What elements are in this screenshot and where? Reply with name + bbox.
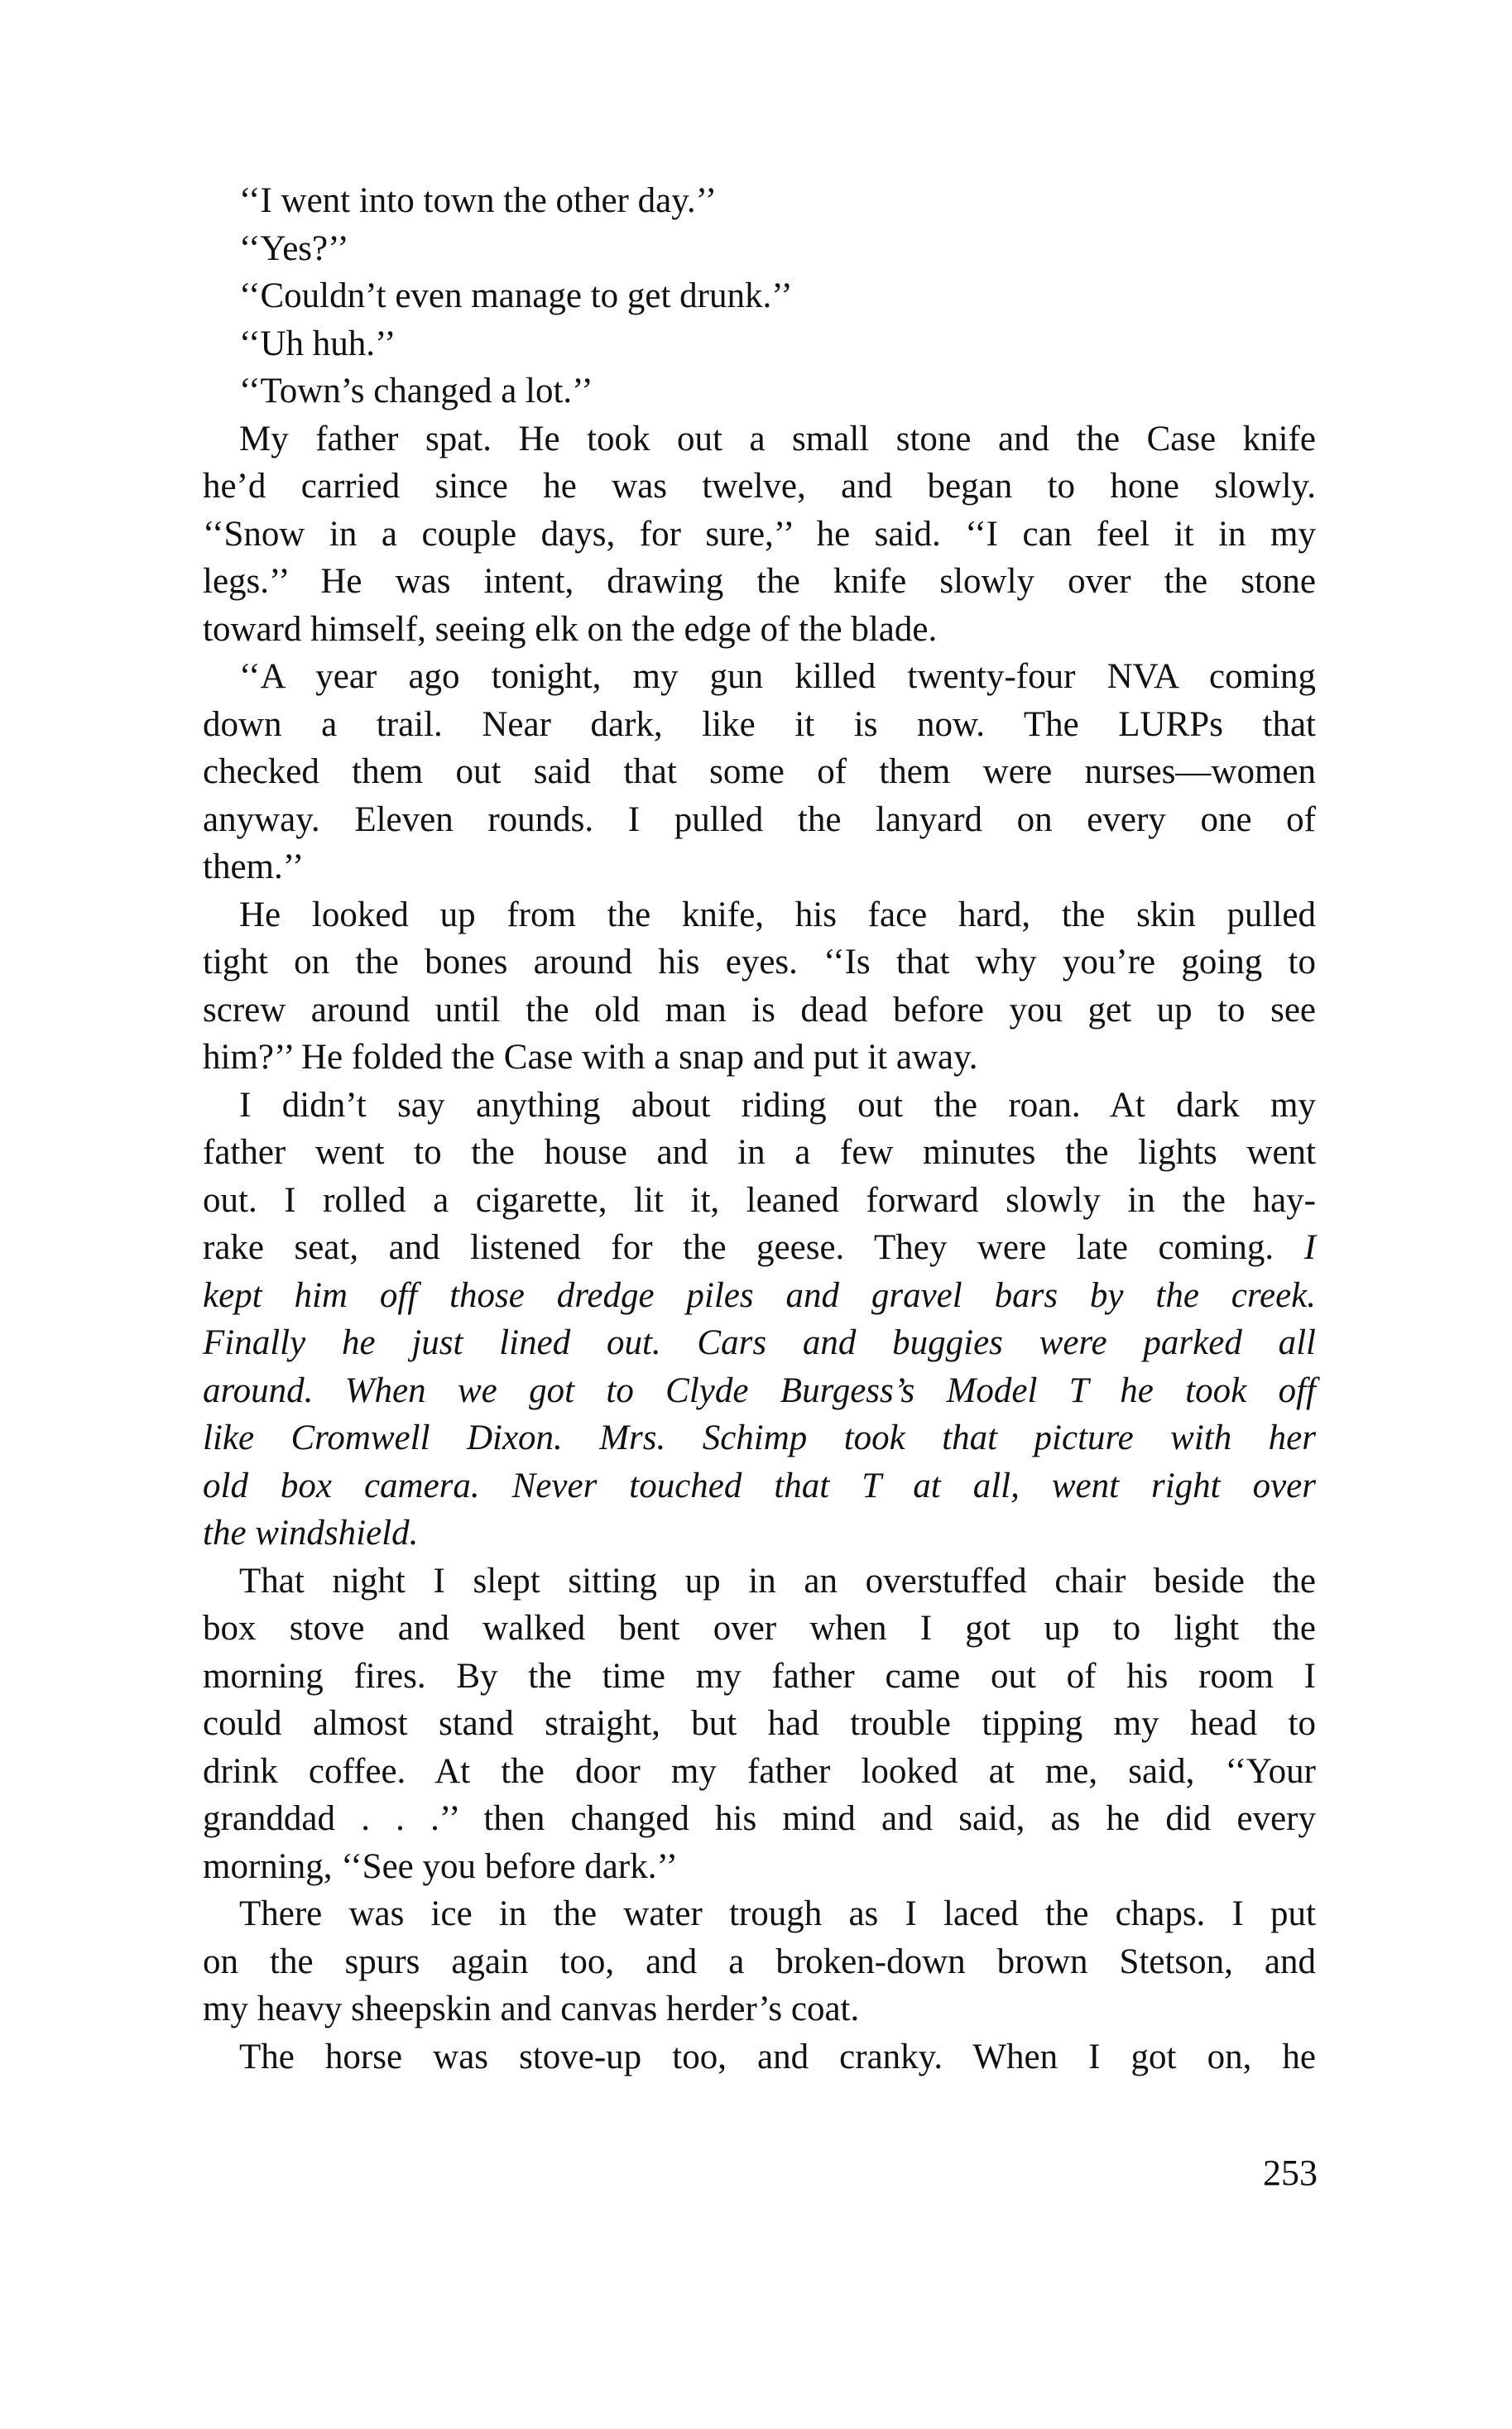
text-line (203, 1414, 1316, 1462)
text-line (203, 843, 1316, 891)
text-line (203, 320, 1316, 368)
text-line-content: ‘‘Uh huh.’’ (239, 324, 396, 363)
text-line (203, 1510, 1316, 1558)
text-line-content: the windshield. (203, 1514, 419, 1553)
text-line-content: on the spurs again too, and a broken-down brown Stetson, and (203, 1942, 1316, 1981)
text-line (203, 463, 1316, 511)
text-line-content: morning fires. By the time my father came out of his room I (203, 1656, 1316, 1696)
text-line (203, 1795, 1316, 1843)
text-line (203, 511, 1316, 559)
text-line-content: he’d carried since he was twelve, and began to hone slowly. (203, 467, 1316, 506)
text-line-content: ‘‘Yes?’’ (239, 228, 349, 268)
text-line-content: anyway. Eleven rounds. I pulled the lanyard on every one of (203, 799, 1316, 839)
text-line-content: around. When we got to Clyde Burgess’s Model T he took off (203, 1371, 1316, 1410)
text-line-content: father went to the house and in a few minutes the lights went (203, 1133, 1316, 1172)
text-line (203, 1034, 1316, 1082)
text-line (203, 1985, 1316, 2033)
text-line (203, 272, 1316, 320)
text-line (203, 938, 1316, 986)
text-line (203, 1748, 1316, 1796)
text-line-content: The horse was stove-up too, and cranky. When I got on, he (239, 2037, 1316, 2076)
text-line (203, 606, 1316, 654)
text-line-content: drink coffee. At the door my father looked at me, said, ‘‘Your (203, 1751, 1316, 1791)
text-line (203, 1938, 1316, 1986)
text-line (203, 225, 1316, 273)
text-line-content: tight on the bones around his eyes. ‘‘Is that why you’re going to (203, 943, 1316, 982)
text-line (203, 1272, 1316, 1320)
text-line-italic-tail: I (1303, 1228, 1317, 1267)
text-line-content: rake seat, and listened for the geese. They were late coming. (203, 1228, 1274, 1267)
text-line-content: I didn’t say anything about riding out the roan. At dark my (239, 1085, 1316, 1125)
text-line-content: ‘‘A year ago tonight, my gun killed twenty-four NVA coming (239, 657, 1316, 696)
text-line (203, 1319, 1316, 1367)
text-line-content: down a trail. Near dark, like it is now. The LURPs that (203, 704, 1316, 744)
text-line-content: them.’’ (203, 847, 305, 886)
text-line-content: him?’’ He folded the Case with a snap and put it away. (203, 1038, 978, 1077)
text-line (203, 1605, 1316, 1653)
text-line (203, 1558, 1316, 1606)
text-line (203, 1890, 1316, 1938)
text-line (203, 367, 1316, 415)
text-line (203, 1367, 1316, 1415)
text-line (203, 748, 1316, 796)
text-line (203, 1700, 1316, 1748)
text-line (203, 1653, 1316, 1701)
text-line-content: ‘‘Town’s changed a lot.’’ (239, 372, 593, 410)
text-line-content: ‘‘Snow in a couple days, for sure,’’ he said. ‘‘I can feel it in my (203, 514, 1316, 554)
text-line-content: could almost stand straight, but had trouble tipping my head to (203, 1704, 1316, 1743)
text-line-content: checked them out said that some of them were nurses—women (203, 752, 1316, 791)
text-line (203, 701, 1316, 749)
text-line (203, 415, 1316, 463)
text-line (203, 653, 1316, 701)
text-line-content: That night I slept sitting up in an overstuffed chair beside the (239, 1561, 1316, 1601)
text-line-content: ‘‘Couldn’t even manage to get drunk.’’ (239, 276, 793, 315)
text-line-content: granddad . . .’’ then changed his mind and said, as he did every (203, 1799, 1316, 1838)
text-line-content: He looked up from the knife, his face hard, the skin pulled (239, 895, 1316, 934)
text-line (203, 796, 1316, 844)
text-line-content: Finally he just lined out. Cars and buggies were parked all (203, 1323, 1316, 1362)
text-line-content: ‘‘I went into town the other day.’’ (239, 181, 718, 220)
text-line-content: kept him off those dredge piles and gravel bars by the creek. (203, 1275, 1316, 1315)
page-body (203, 177, 1316, 2081)
text-line (203, 1843, 1316, 1891)
text-line-content: like Cromwell Dixon. Mrs. Schimp took that picture with her (203, 1419, 1316, 1457)
text-line (203, 1177, 1316, 1225)
text-line-content: toward himself, seeing elk on the edge of the blade. (203, 609, 938, 649)
text-line-content: My father spat. He took out a small stone and the Case knife (239, 419, 1316, 458)
text-line (203, 891, 1316, 939)
text-line (203, 1224, 1316, 1272)
page-number: 253 (1263, 2153, 1318, 2193)
text-line (203, 1129, 1316, 1177)
text-line-content: my heavy sheepskin and canvas herder’s coat. (203, 1990, 860, 2028)
text-line-content: morning, ‘‘See you before dark.’’ (203, 1846, 678, 1886)
text-line (203, 558, 1316, 606)
text-line-content: old box camera. Never touched that T at all, went right over (203, 1466, 1316, 1505)
text-line-content: box stove and walked bent over when I got up to light the (203, 1609, 1316, 1648)
text-line (203, 1082, 1316, 1130)
text-line (203, 986, 1316, 1034)
text-line-content: out. I rolled a cigarette, lit it, leaned forward slowly in the hay- (203, 1180, 1316, 1220)
text-line-content: legs.’’ He was intent, drawing the knife slowly over the stone (203, 562, 1316, 601)
text-line-content: screw around until the old man is dead before you get up to see (203, 990, 1316, 1030)
text-line (203, 1462, 1316, 1510)
text-line-content: There was ice in the water trough as I laced the chaps. I put (239, 1894, 1316, 1933)
text-line (203, 177, 1316, 225)
text-line (203, 2033, 1316, 2081)
